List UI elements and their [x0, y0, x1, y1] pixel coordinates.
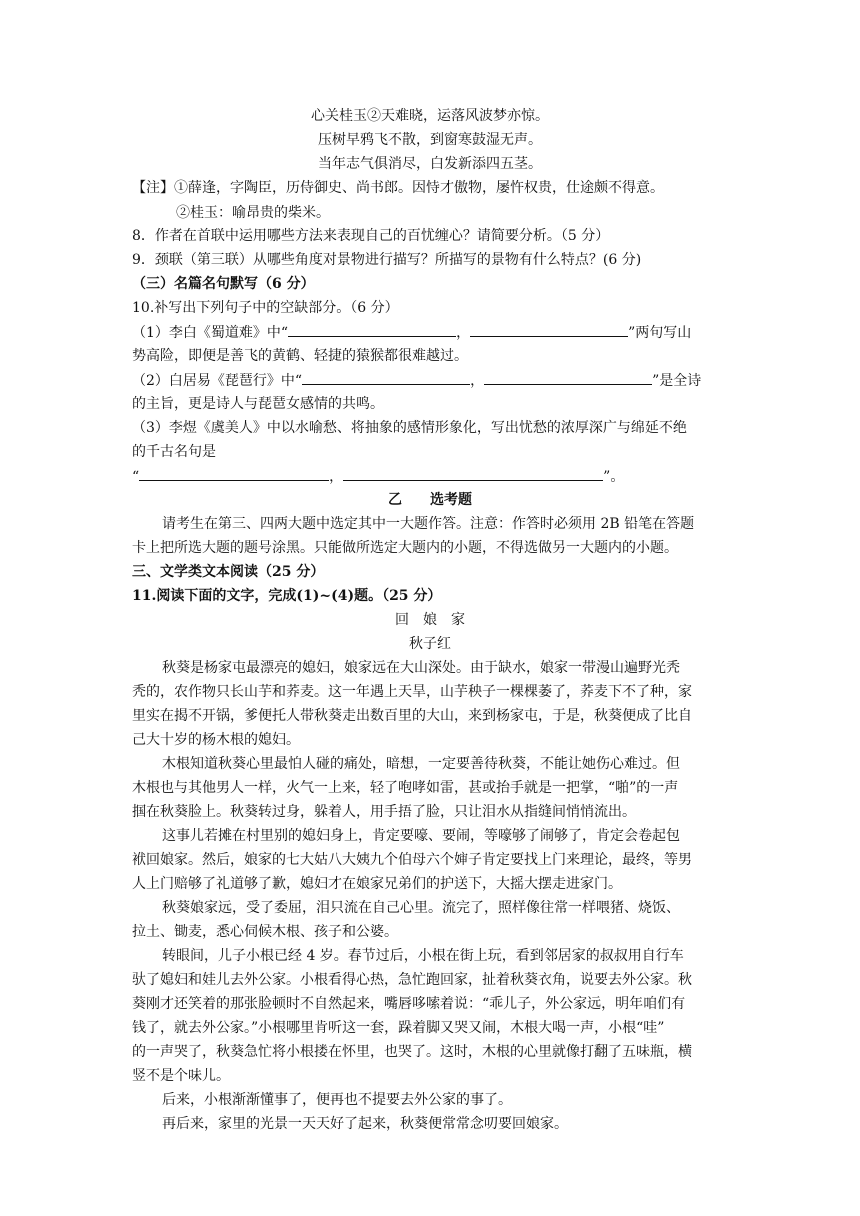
story-line: 再后来，家里的光景一天天好了起来，秋葵便常常念叨要回娘家。 — [162, 1116, 568, 1132]
story-line: 驮了媳妇和娃儿去外公家。小根看得心热，急忙跑回家，扯着秋葵衣角，说要去外公家。秋 — [132, 972, 692, 988]
open-quote: “ — [132, 469, 140, 485]
answer-blank[interactable] — [302, 370, 470, 385]
answer-blank[interactable] — [139, 466, 329, 481]
story-line: 拉土、锄麦，悉心伺候木根、孩子和公婆。 — [132, 924, 398, 940]
note-line-1: 【注】①薛逢，字陶臣，历侍御史、尚书郎。因恃才傲物，屡忤权贵，仕途颇不得意。 — [132, 180, 664, 196]
separator: ， — [456, 325, 471, 341]
optional-instruction-1: 请考生在第三、四两大题中选定其中一大题作答。注意：作答时必须用 2B 铅笔在答题 — [162, 516, 695, 532]
separator: ， — [470, 373, 485, 389]
story-line: 木根知道秋葵心里最怕人碰的痛处，暗想，一定要善待秋葵，不能让她伤心难过。但 — [162, 756, 680, 772]
story-line: 秃的，农作物只长山芋和荞麦。这一年遇上天旱，山芋秧子一棵棵萎了，荞麦下不了种，家 — [132, 684, 692, 700]
story-line: 竖不是个味儿。 — [132, 1068, 230, 1084]
question-10: 10.补写出下列句子中的空缺部分。（6 分） — [132, 300, 399, 316]
story-line: 这事儿若摊在村里别的媳妇身上，肯定要嚎、要闹，等嚎够了闹够了，肯定会卷起包 — [162, 828, 680, 844]
question-10-1-prefix: （1）李白《蜀道难》中“ — [132, 325, 289, 341]
optional-section-title: 乙 选考题 — [388, 492, 472, 508]
section-title-literary: 三、文学类文本阅读（25 分） — [132, 564, 325, 580]
question-10-3-blanks — [132, 466, 624, 487]
question-10-1-cont: 势高险，即便是善飞的黄鹤、轻捷的猿猴都很难越过。 — [132, 348, 468, 364]
answer-blank[interactable] — [343, 466, 603, 481]
story-line: 葵刚才还笑着的那张脸顿时不自然起来，嘴唇哆嗦着说：“乖儿子，外公家远，明年咱们有 — [132, 996, 686, 1012]
question-10-2-suffix: ”是全诗 — [652, 373, 702, 389]
poem-line-1: 心关桂玉②天难晓，运落风波梦亦惊。 — [311, 108, 549, 124]
story-line: 掴在秋葵脸上。秋葵转过身，躲着人，用手捂了脸，只让泪水从指缝间悄悄流出。 — [132, 804, 636, 820]
story-author: 秋子红 — [409, 636, 451, 652]
story-line: 的一声哭了，秋葵急忙将小根搂在怀里，也哭了。这时，木根的心里就像打翻了五味瓶，横 — [132, 1044, 692, 1060]
question-10-1-line — [132, 322, 691, 343]
question-10-3-line-1: （3）李煜《虞美人》中以水喻愁、将抽象的感情形象化，写出忧愁的浓厚深广与绵延不绝 — [132, 420, 687, 436]
separator: ， — [329, 469, 344, 485]
question-11: 11.阅读下面的文字，完成(1)~(4)题。（25 分） — [132, 588, 442, 604]
question-9: 9．颈联（第三联）从哪些角度对景物进行描写？所描写的景物有什么特点？(6 分) — [132, 252, 642, 268]
story-line: 后来，小根渐渐懂事了，便再也不提要去外公家的事了。 — [162, 1092, 512, 1108]
story-line: 钱了，就去外公家。”小根哪里肯听这一套，跺着脚又哭又闹，木根大喝一声，小根“哇” — [132, 1020, 665, 1036]
question-10-2-cont: 的主旨，更是诗人与琵琶女感情的共鸣。 — [132, 396, 384, 412]
story-line: 人上门赔够了礼道够了歉，媳妇才在娘家兄弟们的护送下，大摇大摆走进家门。 — [132, 876, 622, 892]
story-line: 里实在揭不开锅，爹便托人带秋葵走出数百里的大山，来到杨家屯，于是，秋葵便成了比自 — [132, 708, 692, 724]
answer-blank[interactable] — [470, 322, 628, 337]
question-10-2-line — [132, 370, 701, 391]
story-line: 木根也与其他男人一样，火气一上来，轻了咆哮如雷，甚或抬手就是一把掌，“啪”的一声 — [132, 780, 679, 796]
close-quote: ”。 — [603, 469, 625, 485]
question-8: 8．作者在首联中运用哪些方法来表现自己的百忧缠心？请简要分析。（5 分） — [132, 228, 610, 244]
question-10-3-line-2: 的千古名句是 — [132, 444, 216, 460]
story-line: 秋葵娘家远，受了委屈，泪只流在自己心里。流完了，照样像往常一样喂猪、烧饭、 — [162, 900, 680, 916]
answer-blank[interactable] — [484, 370, 652, 385]
answer-blank[interactable] — [288, 322, 456, 337]
story-line: 袱回娘家。然后，娘家的七大姑八大姨九个伯母六个婶子肯定要找上门来理论，最终，等男 — [132, 852, 692, 868]
optional-instruction-2: 卡上把所选大题的题号涂黑。只能做所选定大题内的小题，不得选做另一大题内的小题。 — [132, 540, 678, 556]
story-line: 己大十岁的杨木根的媳妇。 — [132, 732, 300, 748]
poem-line-3: 当年志气俱消尽，白发新添四五茎。 — [318, 156, 542, 172]
note-line-2: ②桂玉：喻昂贵的柴米。 — [176, 205, 330, 221]
section-title-recitation: （三）名篇名句默写（6 分） — [132, 276, 315, 292]
story-line: 转眼间，儿子小根已经 4 岁。春节过后，小根在街上玩，看到邻居家的叔叔用自行车 — [162, 948, 684, 964]
story-line: 秋葵是杨家屯最漂亮的媳妇，娘家远在大山深处。由于缺水，娘家一带漫山遍野光秃 — [162, 660, 680, 676]
question-10-2-prefix: （2）白居易《琵琶行》中“ — [132, 373, 303, 389]
question-10-1-suffix: ”两句写山 — [628, 325, 692, 341]
poem-line-2: 压树早鸦飞不散，到窗寒鼓湿无声。 — [318, 132, 542, 148]
story-title: 回 娘 家 — [395, 612, 465, 628]
